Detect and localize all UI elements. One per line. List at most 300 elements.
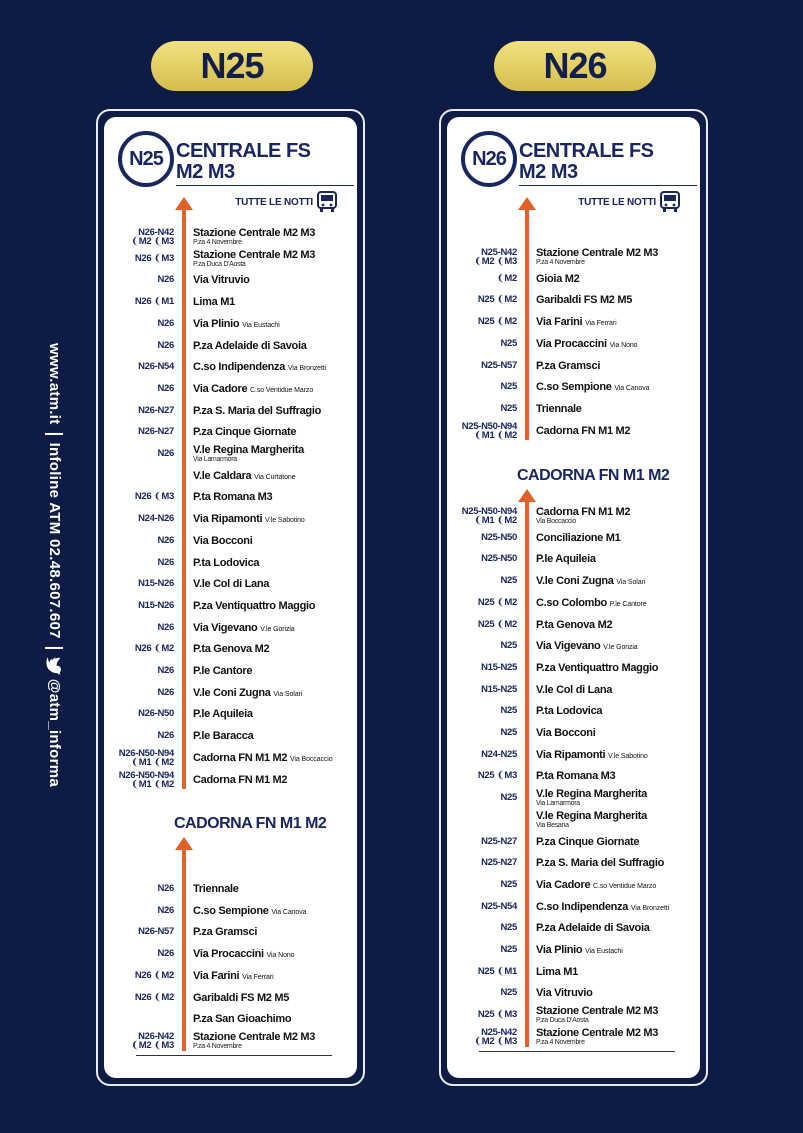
stop-name <box>193 336 307 356</box>
stop-row <box>447 312 700 332</box>
stop-name <box>193 922 257 942</box>
destination-line-2: M2 M3 <box>519 161 578 183</box>
stop-connections: N26 <box>157 274 174 286</box>
stop-row <box>104 988 357 1008</box>
stop-name <box>536 853 664 873</box>
stop-connections: N25 <box>500 727 517 738</box>
stop-name <box>536 658 658 678</box>
stop-row <box>104 922 357 942</box>
stop-name <box>193 748 333 770</box>
stop-name <box>536 269 579 289</box>
stop-name <box>193 357 326 379</box>
connection-line: ❨M1 ❨M2 <box>474 429 517 441</box>
stop-connections: N25 <box>500 922 517 934</box>
stop-name <box>536 832 639 852</box>
stop-connections: N15-N26 <box>138 599 174 611</box>
stop-row <box>447 615 700 635</box>
connection-line: N25-N50-N94 <box>461 506 517 517</box>
stop-row <box>447 356 700 376</box>
website-link[interactable]: www.atm.it <box>46 342 64 425</box>
stop-row <box>447 636 700 656</box>
stop-connections: N15-N26 <box>138 578 174 590</box>
stop-row <box>104 270 357 290</box>
stop-name <box>193 509 305 531</box>
stop-name <box>536 571 645 593</box>
stop-name <box>193 314 280 336</box>
stop-name-text: Via Vitruvio <box>193 274 250 287</box>
stop-name <box>536 723 595 743</box>
stop-name <box>193 726 253 746</box>
stop-name-text: V.le Col di Lana <box>536 683 613 696</box>
stop-connections: N26-N57 <box>138 926 174 938</box>
stop-name-text: Stazione Centrale M2 M3 <box>193 1030 316 1043</box>
stop-name-text: Lima M1 <box>193 296 235 309</box>
stop-name-text: P.za Adelaide di Savoia <box>193 339 307 352</box>
stop-name <box>193 553 259 573</box>
stop-subtitle: P.za 4 Novembre <box>193 1042 242 1050</box>
stop-connections: N26 <box>157 948 174 960</box>
stop-row <box>104 726 357 746</box>
stop-name <box>536 421 630 441</box>
stop-name-text: P.ta Genova M2 <box>193 643 270 656</box>
stop-name-text: V.le Coni Zugna <box>193 686 271 699</box>
stop-row <box>104 639 357 659</box>
stop-name-text: Stazione Centrale M2 M3 <box>536 247 659 259</box>
stop-row <box>104 574 357 594</box>
schedule-label: TUTTE LE NOTTI <box>235 197 313 208</box>
stop-note: Via Solari <box>616 579 646 587</box>
stop-name-text: C.so Sempione <box>193 904 269 917</box>
stop-connections: N25-N50 <box>481 531 517 543</box>
stop-row <box>447 247 700 267</box>
stop-row <box>447 528 700 548</box>
stop-name <box>536 549 596 569</box>
stop-connections: N24-N26 <box>138 513 174 525</box>
stop-row <box>104 292 357 312</box>
stop-name-text: Via Procaccini <box>193 948 264 961</box>
stop-name <box>193 770 287 790</box>
stop-name-text: P.za Adelaide di Savoia <box>536 922 650 935</box>
stop-name-text: P.le Cantore <box>193 665 253 677</box>
stop-row <box>447 810 700 830</box>
stop-row <box>447 897 700 917</box>
stop-name-text: P.za San Gioachimo <box>193 1013 292 1026</box>
bottom-rule <box>136 1055 332 1056</box>
stop-connections: N25 ❨M2 <box>477 618 517 630</box>
stop-name-text: P.le Aquileia <box>536 553 596 566</box>
stop-connections: N25-N27 <box>481 835 517 847</box>
stop-name <box>536 528 620 548</box>
stop-connections: N26 <box>157 883 174 894</box>
stop-subtitle: P.za 4 Novembre <box>536 1038 585 1046</box>
stop-connections: N26 <box>157 317 174 329</box>
stop-name-text: Stazione Centrale M2 M3 <box>193 248 316 261</box>
stop-row <box>104 1009 357 1029</box>
stop-connections <box>447 506 517 525</box>
stop-name-text: P.za S. Maria del Suffragio <box>193 404 322 417</box>
twitter-handle[interactable]: @atm_informa <box>46 678 64 788</box>
stop-connections: N25 <box>500 987 517 999</box>
stop-connections: N26-N54 <box>138 361 174 373</box>
stop-name <box>193 1009 291 1029</box>
stop-row <box>104 444 357 464</box>
stop-name-text: Garibaldi FS M2 M5 <box>193 991 290 1004</box>
header-rule <box>176 185 354 186</box>
stop-name-text: P.za Cinque Giornate <box>536 835 640 848</box>
stop-name <box>536 701 602 721</box>
stop-subtitle: P.za 4 Novembre <box>193 239 242 246</box>
stop-row <box>447 723 700 743</box>
stop-note: P.le Cantore <box>609 600 647 608</box>
stop-connections: N25-N57 <box>481 359 517 371</box>
midpoint-title: CADORNA FN M1 M2 <box>517 467 670 484</box>
destination-line-2: M2 M3 <box>176 161 235 183</box>
stop-row <box>447 399 700 419</box>
stop-name <box>536 918 650 938</box>
stop-name-text: Cadorna FN M1 M2 <box>536 424 631 437</box>
stop-connections: N25 ❨M2 <box>477 596 517 608</box>
stop-name <box>193 574 269 594</box>
stop-name-text: Via Plinio <box>193 317 240 330</box>
connection-line: N26-N42 <box>138 1030 174 1042</box>
connection-line: ❨M1 ❨M2 <box>131 756 174 768</box>
stop-connections: N26-N27 <box>138 404 174 416</box>
stop-connections: N26 <box>157 665 174 676</box>
stop-name <box>193 618 295 640</box>
stop-name-text: Stazione Centrale M2 M3 <box>193 227 316 239</box>
stop-name <box>536 875 656 897</box>
stop-note: V.le Sabotino <box>608 752 648 760</box>
stop-subtitle: Via Lamarmora <box>536 800 580 808</box>
stop-name <box>193 639 269 659</box>
stop-name-text: P.za Ventiquattro Maggio <box>193 599 316 612</box>
stop-row <box>104 249 357 269</box>
stop-connections: N26 ❨M2 <box>134 969 174 981</box>
stop-row <box>447 1005 700 1025</box>
stop-name <box>536 766 615 786</box>
stop-name <box>193 966 274 988</box>
stop-subtitle: Via Besana <box>536 821 569 829</box>
stop-name-text: P.ta Genova M2 <box>536 618 613 631</box>
route-badge: N25 <box>118 131 174 187</box>
stop-note: Via Ferrari <box>242 973 274 981</box>
stop-connections: N25-N50 <box>481 553 517 565</box>
stop-note: C.so Ventidue Marzo <box>250 386 314 394</box>
stop-name-text: C.so Colombo <box>536 596 607 609</box>
stop-connections: N25 <box>500 337 517 349</box>
stop-name-text: C.so Indipendenza <box>536 900 629 913</box>
midpoint-title: CADORNA FN M1 M2 <box>174 815 327 832</box>
stop-connections: N25 <box>500 640 517 652</box>
stop-row <box>447 962 700 982</box>
stop-connections: N25 ❨M1 <box>477 965 517 977</box>
destination-title <box>519 141 654 183</box>
stop-name <box>536 745 648 767</box>
connection-line: N26-N50-N94 <box>118 769 174 781</box>
stop-row <box>447 853 700 873</box>
stop-name-text: Via Bocconi <box>536 727 596 739</box>
stop-name-text: Stazione Centrale M2 M3 <box>536 1005 659 1018</box>
stop-name-text: Via Ripamonti <box>536 748 606 761</box>
stop-row <box>104 379 357 399</box>
stop-note: C.so Ventidue Marzo <box>593 882 657 890</box>
stop-note: Via Canova <box>614 385 650 393</box>
stop-name <box>193 444 304 464</box>
stop-note: Via Ferrari <box>585 320 617 328</box>
stop-name <box>536 1005 658 1025</box>
stop-connections: N25 <box>500 944 517 955</box>
stop-note: V.le Sabotino <box>265 517 305 525</box>
line-pill-n26: N26 <box>494 41 656 91</box>
stop-row <box>447 658 700 678</box>
stop-name <box>193 683 302 705</box>
connection-line: N26-N42 <box>138 227 174 238</box>
stop-connections: N26 <box>157 556 174 568</box>
sidebar-contacts <box>45 343 63 787</box>
stop-name-text: V.le Caldara <box>193 469 252 482</box>
stop-name-text: Via Vigevano <box>193 621 258 634</box>
stop-connections: N25 ❨M2 <box>477 294 517 306</box>
destination-line-1: CENTRALE FS <box>519 140 654 162</box>
destination-line-1: CENTRALE FS <box>176 140 311 162</box>
stop-note: V.le Gorizia <box>260 625 295 633</box>
stop-connections <box>447 421 517 440</box>
stop-connections: N25 <box>500 878 517 890</box>
stop-row <box>104 509 357 529</box>
stop-name <box>193 661 252 681</box>
stop-row <box>447 290 700 310</box>
stop-note: Via Solari <box>273 690 303 698</box>
bottom-rule <box>479 1051 675 1052</box>
stop-row <box>104 401 357 421</box>
stop-connections: N25 ❨M3 <box>477 770 517 782</box>
stop-name-text: V.le Regina Margherita <box>536 809 647 822</box>
stop-row <box>447 918 700 938</box>
stop-name-text: Via Cadore <box>536 878 591 891</box>
stop-name-text: P.le Baracca <box>193 730 254 743</box>
stop-row <box>447 1027 700 1047</box>
stop-connections <box>104 227 174 246</box>
stop-name <box>536 962 578 982</box>
connection-line: N25-N42 <box>481 247 517 258</box>
stop-connections: N15-N25 <box>481 661 517 673</box>
stop-row <box>104 357 357 377</box>
stop-name <box>193 704 253 724</box>
stop-name <box>536 1027 658 1047</box>
connection-line: N25-N42 <box>481 1026 517 1038</box>
stop-name <box>193 879 239 899</box>
stop-row <box>104 227 357 247</box>
stop-name-text: Stazione Centrale M2 M3 <box>536 1026 659 1039</box>
stop-note: Via Curtatone <box>254 473 296 481</box>
stop-connections: ❨M2 <box>496 272 517 284</box>
stop-connections: N15-N25 <box>481 683 517 695</box>
stop-name-text: Conciliazione M1 <box>536 531 621 544</box>
separator <box>45 433 63 435</box>
stop-name-text: P.za Ventiquattro Maggio <box>536 661 659 674</box>
stop-connections: N25 ❨M2 <box>477 316 517 328</box>
stop-name-text: C.so Indipendenza <box>193 361 286 374</box>
stop-name-text: Triennale <box>193 883 239 895</box>
connection-line: ❨M2 ❨M3 <box>474 1035 517 1047</box>
stop-note: Via Eustachi <box>585 948 623 955</box>
stop-row <box>447 983 700 1003</box>
stop-note: Via Nono <box>266 952 295 960</box>
stop-name-text: Via Procaccini <box>536 337 607 350</box>
stop-connections: N26 ❨M1 <box>134 296 174 308</box>
twitter-icon <box>46 657 61 675</box>
stop-subtitle: Via Lamarmora <box>193 456 237 463</box>
stop-note: Via Eustachi <box>242 321 280 329</box>
stop-name-text: Cadorna FN M1 M2 <box>193 751 288 764</box>
stop-row <box>104 879 357 899</box>
stop-connections: N25 <box>500 705 517 717</box>
stop-connections: N26 <box>157 621 174 633</box>
stop-name-text: V.le Regina Margherita <box>536 788 647 801</box>
stop-name <box>536 290 632 310</box>
stop-connections: N26-N27 <box>138 426 174 438</box>
stop-row <box>447 334 700 354</box>
stop-name-text: Garibaldi FS M2 M5 <box>536 294 633 307</box>
stop-name-text: P.ta Romana M3 <box>536 770 616 783</box>
stop-row <box>104 704 357 724</box>
stop-name <box>536 356 600 376</box>
stop-name <box>536 312 617 334</box>
stop-row <box>447 745 700 765</box>
stop-subtitle: P.za Duca D'Aosta <box>536 1017 589 1025</box>
stop-name-text: Via Vigevano <box>536 640 601 653</box>
route-badge: N26 <box>461 131 517 187</box>
connection-line: ❨M2 ❨M3 <box>474 256 517 267</box>
stop-name <box>536 810 647 830</box>
connection-line: ❨M1 ❨M2 <box>131 778 174 790</box>
connection-line: ❨M1 ❨M2 <box>474 515 517 526</box>
stop-connections: N25 <box>500 381 517 393</box>
route-panel-n26 <box>447 117 700 1078</box>
stop-name <box>536 636 638 658</box>
stop-connections: N26 <box>157 534 174 546</box>
stop-note: Via Bronzetti <box>630 904 670 912</box>
stop-name-text: V.le Coni Zugna <box>536 575 614 588</box>
stop-connections: N26 <box>157 686 174 698</box>
stop-note: V.le Gorizia <box>603 644 638 652</box>
stop-connections: N26 <box>157 448 174 459</box>
stop-name <box>193 422 296 442</box>
stop-row <box>447 832 700 852</box>
stop-name-text: Via Vitruvio <box>536 987 593 1000</box>
stop-row <box>104 966 357 986</box>
stop-connections: N25 <box>500 402 517 414</box>
stop-name-text: Lima M1 <box>536 965 578 978</box>
stop-name-text: Via Plinio <box>536 944 583 956</box>
stop-name-text: Via Farini <box>193 969 240 982</box>
stop-connections: N26 <box>157 382 174 394</box>
stop-name <box>536 680 612 700</box>
route-panel-n25 <box>104 117 357 1078</box>
stop-name <box>193 249 315 269</box>
stop-note: Via Canova <box>271 908 307 916</box>
stop-row <box>447 875 700 895</box>
stop-name-text: Via Cadore <box>193 382 248 395</box>
stop-row <box>447 766 700 786</box>
stop-name <box>536 983 593 1003</box>
stop-connections: N24-N25 <box>481 748 517 760</box>
stop-row <box>104 683 357 703</box>
stop-row <box>104 487 357 507</box>
stop-name-text: P.za Gramsci <box>193 926 258 939</box>
stop-name <box>193 596 315 616</box>
stop-name <box>536 334 637 356</box>
connection-line: N26-N50-N94 <box>118 747 174 759</box>
stop-name <box>536 940 623 962</box>
stop-connections: N25 <box>500 792 517 804</box>
stop-name-text: Cadorna FN M1 M2 <box>536 506 631 518</box>
stop-connections <box>447 1027 517 1046</box>
stop-name <box>193 466 296 488</box>
stop-name-text: Via Ripamonti <box>193 513 263 526</box>
stop-name <box>193 292 235 312</box>
stop-name-text: P.ta Romana M3 <box>193 491 273 504</box>
stop-row <box>447 506 700 526</box>
stop-name-text: P.le Aquileia <box>193 708 253 721</box>
stop-name-text: V.le Col di Lana <box>193 578 270 591</box>
stop-subtitle: P.za 4 Novembre <box>536 259 585 266</box>
connection-line: N25-N50-N94 <box>461 420 517 432</box>
stop-note: Via Nono <box>609 341 638 349</box>
stop-row <box>447 593 700 613</box>
line-pill-n25: N25 <box>151 41 313 91</box>
stop-note: Via Bronzetti <box>287 365 327 373</box>
stop-name-text: Via Bocconi <box>193 534 253 547</box>
stop-connections: N26 <box>157 730 174 742</box>
bus-icon <box>660 191 680 213</box>
stop-connections: N26 ❨M3 <box>134 491 174 503</box>
stop-name-text: Via Farini <box>536 316 583 329</box>
stop-row <box>104 770 357 790</box>
stop-name <box>536 788 647 808</box>
stop-name-text: P.za Gramsci <box>536 359 601 372</box>
stop-row <box>447 788 700 808</box>
infoline-text: Infoline ATM 02.48.607.607 <box>46 442 64 639</box>
stop-row <box>447 571 700 591</box>
stop-name <box>536 615 612 635</box>
stop-row <box>104 336 357 356</box>
stop-name-text: V.le Regina Margherita <box>193 444 304 456</box>
stop-row <box>447 940 700 960</box>
stop-row <box>104 422 357 442</box>
stop-name <box>193 1031 315 1051</box>
stop-name <box>193 487 272 507</box>
stop-row <box>447 421 700 441</box>
stop-connections: N25 <box>500 575 517 587</box>
stop-name <box>193 901 306 923</box>
stop-row <box>104 944 357 964</box>
stop-connections: N25-N54 <box>481 900 517 912</box>
stop-name <box>193 944 294 966</box>
stop-connections <box>104 748 174 767</box>
stop-name-text: Cadorna FN M1 M2 <box>193 773 288 786</box>
stop-name-text: P.za S. Maria del Suffragio <box>536 857 665 870</box>
stop-subtitle: P.za Duca D'Aosta <box>193 260 246 268</box>
stop-name-text: Gioia M2 <box>536 272 580 285</box>
stop-row <box>104 661 357 681</box>
schedule-label: TUTTE LE NOTTI <box>578 197 656 208</box>
stop-name <box>193 988 289 1008</box>
stop-row <box>447 377 700 397</box>
stop-row <box>104 901 357 921</box>
stop-name <box>193 401 321 421</box>
stop-connections <box>104 770 174 789</box>
